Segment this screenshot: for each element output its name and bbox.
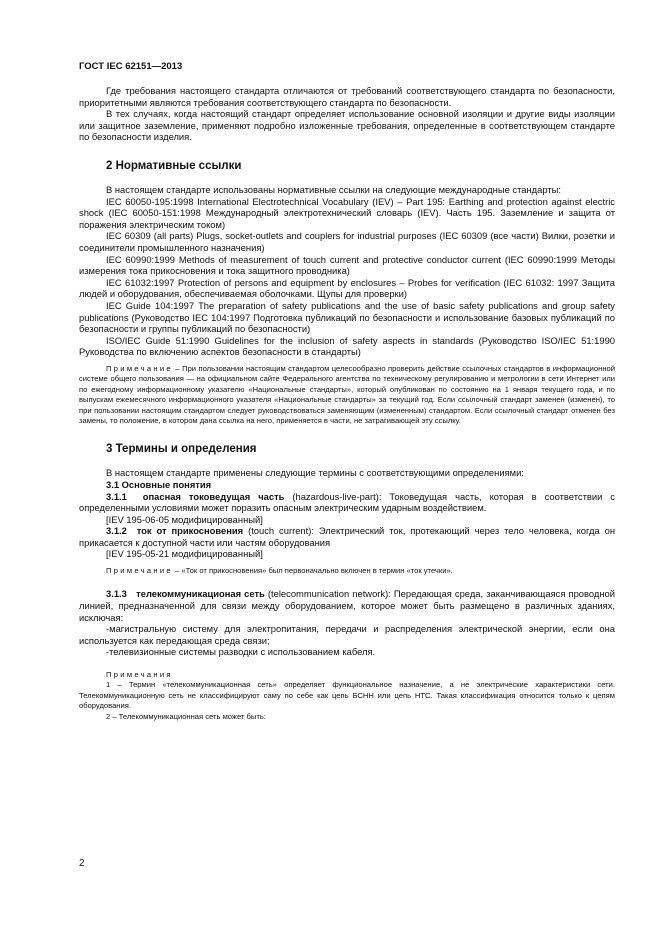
note-text: – При пользовании настоящим стандартом целесообразно проверить действие ссылочных стандартов в информационной системе общего пользования — на официальном сайте Федерального агентства по техническому регулированию и метрологии в сети Интернет или по ежегодному информационному указателю «Национальные стандарты», который опубликован по состоянию на 1 января текущего года, и по выпускам ежемесячного информационного указателя «Национальные стандарты» за текущий год. Если ссылочный стандарт заменен (изменен), то при пользовании настоящим стандартом следует руководствоваться заменяющим (измененным) стандартом. Если ссылочный стандарт отменен без замены, то положение, в котором дана ссылка на него, применяется в части, не затрагивающей эту ссылку. — [79, 363, 615, 425]
term-3-1-1 — [79, 491, 615, 514]
reference-iec-60050: IEC 60050-195:1998 International Electrotechnical Vocabulary (IEV) – Part 195: Earthing and protection against electric shock (IEC 60050-151:1998 Международный электротехнический словарь (IEV). Часть 195. Заземление и защита от поражения электрическим током) — [79, 195, 615, 230]
term-3-1-2-note — [79, 566, 615, 576]
reference-iec-guide-104: IEC Guide 104:1997 The preparation of safety publications and the use of basic safety publications and group safety publications (Руководство IEC 104:1997 Подготовка публикаций по безопасности и использование базовых публикаций по безопасности и группы публикаций по безопасности) — [79, 299, 615, 335]
term-number: 3.1.3 — [106, 588, 127, 600]
intro-paragraph-1: Где требования настоящего стандарта отличаются от требований соответствующего стандарта по безопасности, приоритетными являются требования соответствующего стандарта по безопасности. — [79, 85, 615, 108]
reference-iec-61032: IEC 61032:1997 Protection of persons and equipment by enclosures – Probes for verification (IEC 61032: 1997 Защита людей и оборудования, обеспечиваемая оболочками. Щупы для проверки) — [79, 276, 615, 300]
term-3-1-2-reference: [IEV 195-05-21 модифицированный] — [106, 548, 263, 560]
page-number: 2 — [79, 858, 85, 869]
subsection-3-1-title: 3.1 Основные понятия — [106, 478, 212, 490]
section-3-intro: В настоящем стандарте применены следующие термины с соответствующими определениями: — [106, 467, 524, 479]
note-text: – «Ток от прикосновения» был первоначально включен в термин «ток утечки». — [172, 566, 453, 576]
term-name: опасная токоведущая часть — [142, 490, 285, 502]
term-3-1-1-reference: [IEV 195-06-05 модифицированный] — [106, 513, 263, 525]
document-body — [79, 85, 615, 722]
term-3-1-3-exclusion-2: -телевизионные системы разводки с использованием кабеля. — [106, 646, 376, 658]
note-label: Примечание — [106, 566, 173, 576]
section-2-note — [79, 364, 615, 426]
term-definition: (telecommunication network): Передающая среда, заканчивающаяся проводной линией, предназначенной для связи между оборудованием, которое может быть размещено в различных зданиях, исключая: — [79, 588, 615, 623]
notes-label: Примечания — [106, 670, 173, 680]
page-header: ГОСТ IEC 62151—2013 — [79, 61, 183, 72]
note-label: Примечание — [106, 363, 173, 373]
section-3-title: 3 Термины и определения — [106, 443, 257, 456]
term-name: ток от прикосновения — [136, 525, 244, 537]
term-name: телекоммуникационая сеть — [136, 588, 265, 600]
reference-iec-60309: IEC 60309 (all parts) Plugs, socket-outlets and couplers for industrial purposes (IEC 60309 (все части) Вилки, розетки и соединители промышленного назначения) — [79, 230, 615, 253]
reference-iec-60990: IEC 60990:1999 Methods of measurement of touch current and protective conductor current (IEC 60990:1999 Методы измерения тока прикосновения и тока защитного проводника) — [79, 253, 615, 277]
term-number: 3.1.1 — [106, 490, 127, 502]
intro-paragraph-2: В тех случаях, когда настоящий стандарт определяет использование основной изоляции и другие виды изоляции или защитное заземление, применяют подробно изложенные требования, определенные в соответствующем стандарте по безопасности изделия. — [79, 108, 615, 143]
term-number: 3.1.2 — [106, 525, 127, 537]
term-3-1-3-exclusion-1: -магистральную систему для электропитания, передачи и распределения электрической энергии, если она используется как передающая среда связи; — [79, 623, 615, 646]
reference-iso-iec-guide-51: ISO/IEC Guide 51:1990 Guidelines for the inclusion of safety aspects in standards (Руководство ISO/IEC 51:1990 Руководства по включению аспектов безопасности в стандарты) — [79, 334, 615, 358]
term-3-1-3 — [79, 588, 615, 623]
note-1: 1 – Термин «телекоммуникационная сеть» определяет функциональное назначение, а не электрические характеристики сети. Телекоммуникационную сеть не классифицируют саму по себе как цепь БСНН или цепь НТС. Такая классификация относится только к цепям оборудования. — [79, 680, 615, 711]
section-2-title: 2 Нормативные ссылки — [106, 159, 242, 172]
note-2: 2 – Телекоммуникационная сеть может быть: — [106, 711, 266, 721]
term-definition: (hazardous-live-part): Токоведущая часть, которая в соответствии с определенными условиями может поразить опасным электрическим ударным воздействием. — [79, 490, 615, 514]
term-3-1-2 — [79, 525, 615, 548]
term-definition: (touch current): Электрический ток, протекающий через тело человека, когда он прикасается к доступной части или частям оборудования — [79, 525, 616, 548]
section-2-paragraph: В настоящем стандарте использованы нормативные ссылки на следующие международные стандарты: — [106, 183, 561, 195]
